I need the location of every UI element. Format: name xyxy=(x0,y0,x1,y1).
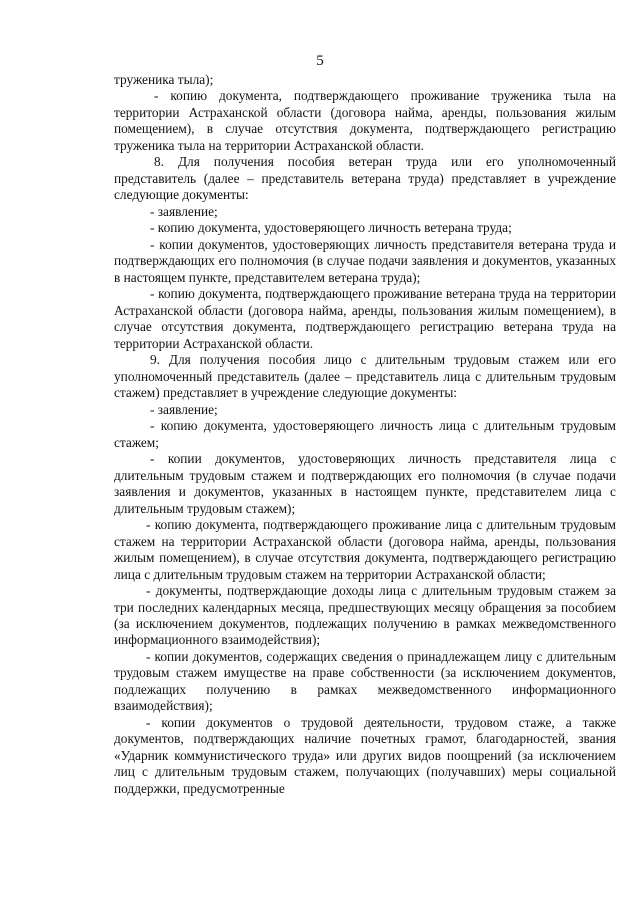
paragraph: труженика тыла); xyxy=(114,72,214,87)
page-number: 5 xyxy=(316,53,324,69)
paragraph: - копию документа, подтверждающего проживание лица с длительным трудовым стажем на территории Астраханской области (договора найма, аренды, пользования жилым помещением), в случае отсутствия документа, подтверждающего регистрацию лица с длительным трудовым стажем на территории Астраханской области; xyxy=(114,517,616,582)
paragraph: - копию документа, подтверждающего проживание труженика тыла на территории Астраханской области (договора найма, аренды, пользования жилым помещением), в случае отсутствия документа, подтверждающего регистрацию труженика тыла на территории Астраханской области. xyxy=(114,88,616,153)
paragraph: - копию документа, подтверждающего проживание ветерана труда на территории Астраханской области (договора найма, аренды, пользования жилым помещением), в случае отсутствия документа, подтверждающего регистрацию ветерана труда на территории Астраханской области. xyxy=(114,286,616,351)
paragraph: - копии документов, удостоверяющих личность представителя ветерана труда и подтверждающих его полномочия (в случае подачи заявления и документов, указанных в настоящем пункте, представителем ветерана труда); xyxy=(114,236,616,285)
paragraph: - документы, подтверждающие доходы лица с длительным трудовым стажем за три последних календарных месяца, предшествующих месяцу обращения за пособием (за исключением документов, подлежащих получению в рамках межведомственного информационного взаимодействия); xyxy=(114,583,616,648)
paragraph: - заявление; xyxy=(150,203,218,219)
paragraph: 9. Для получения пособия лицо с длительным трудовым стажем или его уполномоченный представитель (далее – представитель лица с длительным трудовым стажем) представляет в учреждение следующие документы: xyxy=(114,352,616,401)
paragraph: - копии документов о трудовой деятельности, трудовом стаже, а также документов, подтверждающих наличие почетных грамот, благодарностей, звания «Ударник коммунистического труда» или других видов поощрений (за исключением лиц с длительным трудовым стажем, получающих (получавших) меры социальной поддержки, предусмотренные xyxy=(114,714,616,796)
paragraph: 8. Для получения пособия ветеран труда или его уполномоченный представитель (далее – представитель ветерана труда) представляет в учреждение следующие документы: xyxy=(114,154,616,203)
paragraph: - заявление; xyxy=(150,401,218,417)
paragraph: - копию документа, удостоверяющего личность лица с длительным трудовым стажем; xyxy=(114,418,616,450)
paragraph: - копии документов, удостоверяющих личность представителя лица с длительным трудовым стажем и подтверждающих его полномочия (в случае подачи заявления и документов, указанных в настоящем пункте, представителем лица с длительным трудовым стажем); xyxy=(114,451,616,516)
document-body xyxy=(114,72,616,797)
paragraph: - копии документов, содержащих сведения о принадлежащем лицу с длительным трудовым стажем имуществе на праве собственности (за исключением документов, подлежащих получению в рамках межведомственного информационного взаимодействия); xyxy=(114,648,616,714)
paragraph: - копию документа, удостоверяющего личность ветерана труда; xyxy=(150,220,512,236)
